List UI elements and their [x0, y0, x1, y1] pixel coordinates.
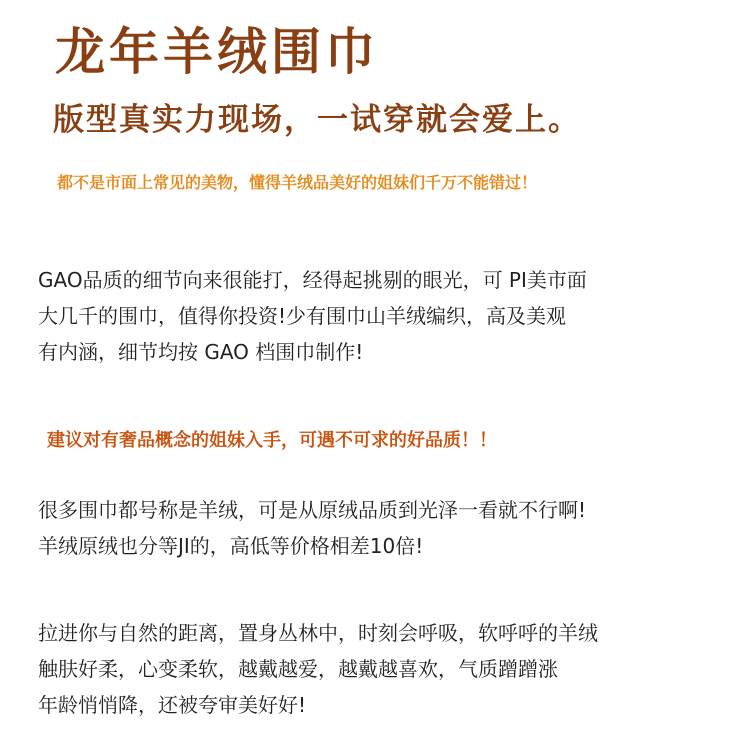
- paragraph-line: 有内涵，细节均按 GAO 档围巾制作!: [38, 340, 364, 364]
- highlight-recommendation: 建议对有奢品概念的姐妹入手，可遇不可求的好品质！！: [47, 430, 497, 451]
- paragraph-line: 羊绒原绒也分等JI的，高低等价格相差10倍!: [38, 534, 424, 558]
- page-subtitle: 版型真实力现场，一试穿就会爱上。: [53, 102, 581, 138]
- paragraph-line: 拉进你与自然的距离，置身丛林中，时刻会呼吸，软呼呼的羊绒: [38, 621, 598, 645]
- paragraph-line: 大几千的围巾，值得你投资!少有围巾山羊绒编织，高及美观: [38, 304, 567, 328]
- tagline: 都不是市面上常见的美物，懂得羊绒品美好的姐妹们千万不能错过！: [57, 173, 538, 192]
- paragraph-cashmere: [38, 492, 586, 564]
- paragraph-line: 年龄悄悄降，还被夸审美好好!: [38, 693, 307, 717]
- page-title: 龙年羊绒围巾: [55, 23, 379, 81]
- paragraph-quality: [38, 262, 587, 370]
- paragraph-nature: [38, 615, 598, 723]
- paragraph-line: GAO品质的细节向来很能打，经得起挑剔的眼光，可 PI美市面: [38, 268, 587, 292]
- paragraph-line: 触肤好柔，心变柔软，越戴越爱，越戴越喜欢，气质蹭蹭涨: [38, 657, 558, 681]
- paragraph-line: 很多围巾都号称是羊绒，可是从原绒品质到光泽一看就不行啊!: [38, 498, 587, 522]
